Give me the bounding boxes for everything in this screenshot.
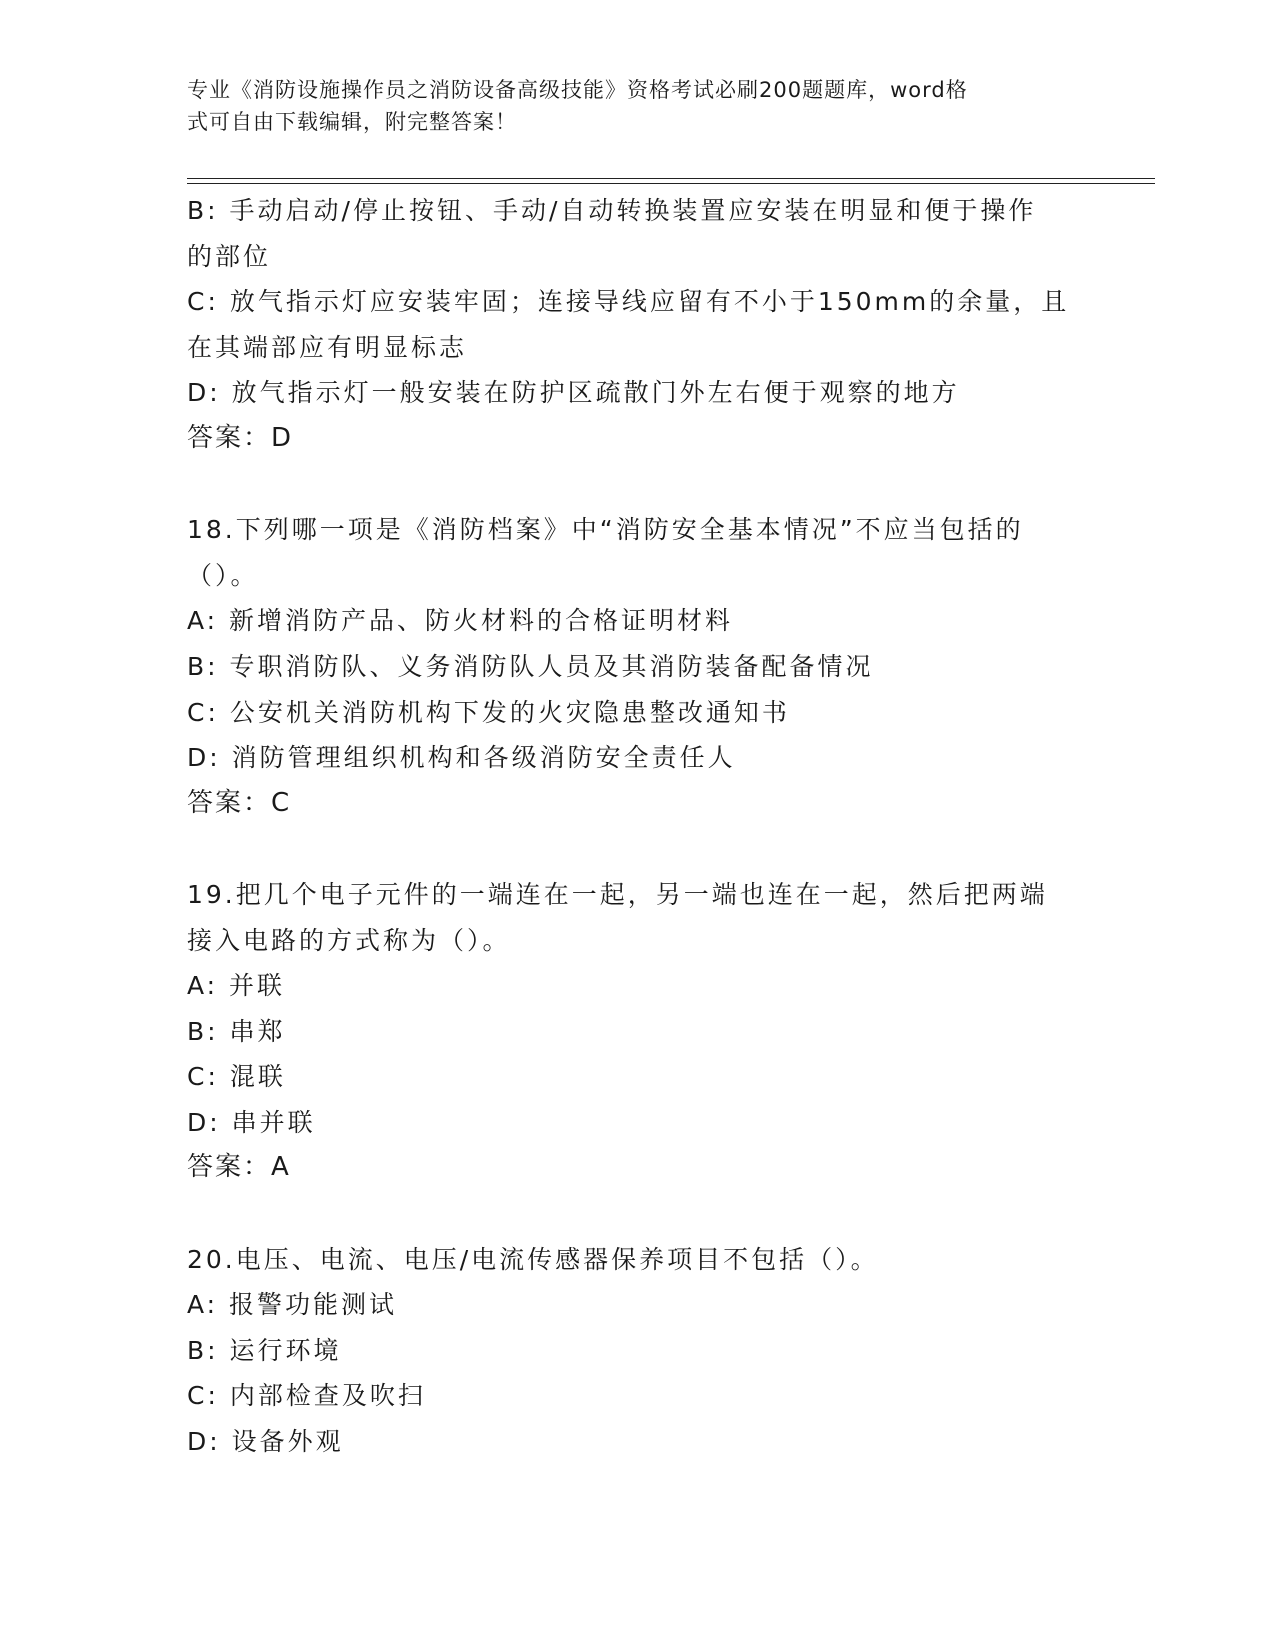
question-title-line-1: 18.下列哪一项是《消防档案》中“消防安全基本情况”不应当包括的 — [187, 515, 1024, 545]
question-20 — [187, 1237, 1077, 1465]
spacer — [187, 1191, 1077, 1237]
option-d: D: 设备外观 — [187, 1427, 344, 1457]
question-18 — [187, 507, 1077, 826]
option-c: C: 内部检查及吹扫 — [187, 1381, 426, 1411]
answer: 答案：D — [187, 422, 294, 453]
spacer — [187, 826, 1077, 872]
document-body — [187, 188, 1077, 1465]
option-a: A: 报警功能测试 — [187, 1290, 398, 1320]
option-c: C: 公安机关消防机构下发的火灾隐患整改通知书 — [187, 697, 790, 727]
option-b: B: 运行环境 — [187, 1335, 342, 1365]
question-19 — [187, 872, 1077, 1191]
header-line-1: 专业《消防设施操作员之消防设备高级技能》资格考试必刷200题题库，word格 — [187, 78, 968, 102]
option-b-line-2: 的部位 — [187, 241, 272, 271]
question-title-line-2: （）。 — [187, 560, 259, 590]
option-a: A: 并联 — [187, 971, 286, 1001]
document-header — [187, 74, 1067, 138]
header-line-2: 式可自由下载编辑，附完整答案！ — [187, 110, 517, 134]
question-title-line-1: 20.电压、电流、电压/电流传感器保养项目不包括（）。 — [187, 1244, 879, 1274]
option-b-line-1: B: 手动启动/停止按钮、手动/自动转换装置应安装在明显和便于操作 — [187, 196, 1037, 225]
question-title-line-2: 接入电路的方式称为（）。 — [187, 925, 511, 955]
answer: 答案：C — [187, 787, 292, 818]
option-b: B: 专职消防队、义务消防队人员及其消防装备配备情况 — [187, 651, 874, 681]
option-d: D: 放气指示灯一般安装在防护区疏散门外左右便于观察的地方 — [187, 378, 960, 408]
question-17-tail — [187, 188, 1077, 462]
option-c: C: 混联 — [187, 1062, 286, 1092]
option-a: A: 新增消防产品、防火材料的合格证明材料 — [187, 606, 734, 636]
header-divider-bottom — [187, 183, 1155, 184]
spacer — [187, 462, 1077, 508]
option-d: D: 消防管理组织机构和各级消防安全责任人 — [187, 743, 736, 773]
question-title-line-1: 19.把几个电子元件的一端连在一起，另一端也连在一起，然后把两端 — [187, 879, 1048, 909]
option-c-line-2: 在其端部应有明显标志 — [187, 332, 468, 362]
header-divider-top — [187, 178, 1155, 179]
answer: 答案：A — [187, 1152, 291, 1183]
option-b: B: 串郑 — [187, 1016, 286, 1046]
option-d: D: 串并联 — [187, 1107, 316, 1137]
option-c-line-1: C: 放气指示灯应安装牢固；连接导线应留有不小于150mm的余量，且 — [187, 287, 1070, 317]
